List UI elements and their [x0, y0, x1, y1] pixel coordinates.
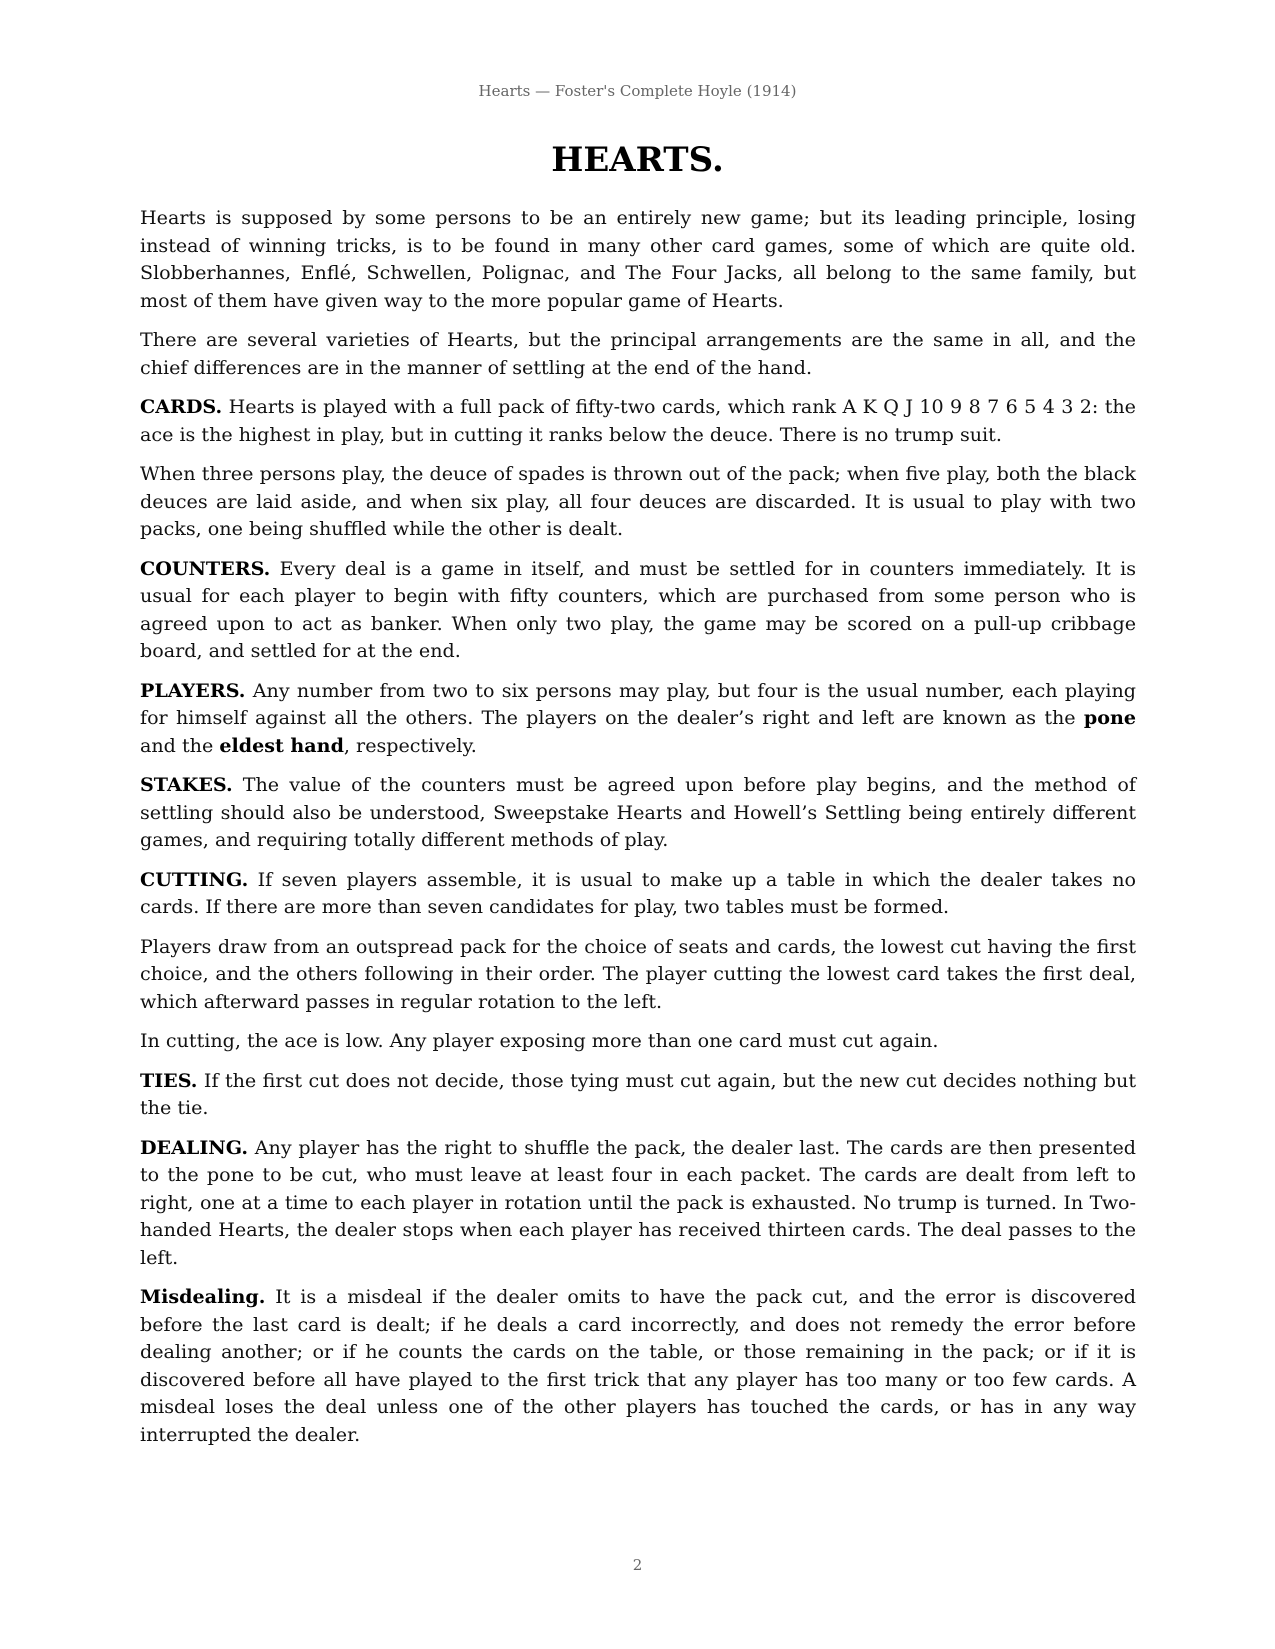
paragraph-text: Every deal is a game in itself, and must be settled for in counters immediately. It is usual for each player to begin with fifty counters, which are purchased from some person who is agreed upon to act as banker. When only two play, the game may be scored on a pull-up cribbage board, and settled for at the end. [140, 556, 1136, 662]
page-number: 2 [632, 1556, 643, 1574]
paragraph-text: The value of the counters must be agreed upon before play begins, and the method of settling should also be understood, Sweepstake Hearts and Howell’s Settling being entirely different games, and requiring totally different methods of play. [140, 773, 1136, 851]
paragraph-text: If seven players assemble, it is usual to make up a table in which the dealer takes no cards. If there are more than seven candidates for play, two tables must be formed. [140, 867, 1136, 918]
section-heading-dealing: DEALING. [140, 1135, 249, 1159]
paragraph-text: In cutting, the ace is low. Any player exposing more than one card must cut again. [140, 1029, 939, 1052]
paragraph-players [140, 677, 1136, 760]
paragraph-text: Hearts is played with a full pack of fifty-two cards, which rank A K Q J 10 9 8 7 6 5 4 3 2: the ace is the highest in play, but in cutting it ranks below the deuce. There is no trump suit. [140, 395, 1136, 446]
paragraph-cutting [140, 866, 1136, 921]
paragraph-text: Any number from two to six persons may play, but four is the usual number, each playing for himself against all the others. The players on the dealer’s right and left are known as the [140, 678, 1136, 729]
section-heading-stakes: STAKES. [140, 773, 233, 796]
paragraph-ties [140, 1067, 1136, 1122]
paragraph-varieties [140, 326, 1136, 381]
paragraph-text: and the [140, 733, 220, 757]
paragraph-cards [140, 393, 1136, 448]
paragraph-counters [140, 555, 1136, 665]
paragraph-text: There are several varieties of Hearts, but the principal arrangements are the same in all, and the chief differences are in the manner of settling at the end of the hand. [140, 328, 1136, 379]
paragraph-text: Any player has the right to shuffle the pack, the dealer last. The cards are then presented to the pone to be cut, who must leave at least four in each packet. The cards are dealt from left to right, one at a time to each player in rotation until the pack is exhausted. No trump is turned. In Two-handed Hearts, the dealer stops when each player has received thirteen cards. The deal passes to the left. [140, 1135, 1136, 1269]
section-heading-misdealing: Misdealing. [140, 1285, 266, 1308]
section-heading-players: PLAYERS. [140, 678, 246, 702]
paragraph-draw [140, 933, 1136, 1016]
paragraph-text: When three persons play, the deuce of spades is thrown out of the pack; when five play, both the black deuces are laid aside, and when six play, all four deuces are discarded. It is usual to play with two packs, one being shuffled while the other is dealt. [140, 462, 1136, 540]
term-pone: pone [1083, 706, 1136, 729]
running-header: Hearts — Foster's Complete Hoyle (1914) [478, 82, 797, 100]
section-heading-counters: COUNTERS. [140, 556, 271, 580]
paragraph-text: It is a misdeal if the dealer omits to have the pack cut, and the error is discovered before the last card is dealt; if he deals a card incorrectly, and does not remedy the error before dealing another; or if he counts the cards on the table, or those remaining in the pack; or if it is discovered before all have played to the first trick that any player has too many or too few cards. A misdeal loses the deal unless one of the other players has touched the cards, or has in any way interrupted the dealer. [140, 1285, 1136, 1446]
paragraph-ace-low [140, 1027, 1136, 1055]
body-text [140, 204, 1136, 1460]
paragraph-text: , respectively. [343, 733, 477, 757]
section-heading-cards: CARDS. [140, 395, 223, 418]
term-eldest-hand: eldest hand [219, 733, 344, 757]
paragraph-dealing [140, 1134, 1136, 1272]
page-title: HEARTS. [551, 140, 724, 180]
paragraph-text: Hearts is supposed by some persons to be an entirely new game; but its leading principle, losing instead of winning tricks, is to be found in many other card games, some of which are quite old. Slobberhannes, Enflé, Schwellen, Polignac, and The Four Jacks, all belong to the same family, but most of them have given way to the more popular game of Hearts. [140, 206, 1136, 312]
paragraph-text: If the first cut does not decide, those tying must cut again, but the new cut decides nothing but the tie. [140, 1068, 1136, 1119]
paragraph-text: Players draw from an outspread pack for the choice of seats and cards, the lowest cut having the first choice, and the others following in their order. The player cutting the lowest card takes the first deal, which afterward passes in regular rotation to the left. [140, 934, 1136, 1013]
section-heading-cutting: CUTTING. [140, 867, 249, 891]
paragraph-intro [140, 204, 1136, 314]
section-heading-ties: TIES. [140, 1068, 198, 1092]
paragraph-deuces [140, 460, 1136, 543]
paragraph-stakes [140, 771, 1136, 854]
paragraph-misdealing [140, 1283, 1136, 1448]
